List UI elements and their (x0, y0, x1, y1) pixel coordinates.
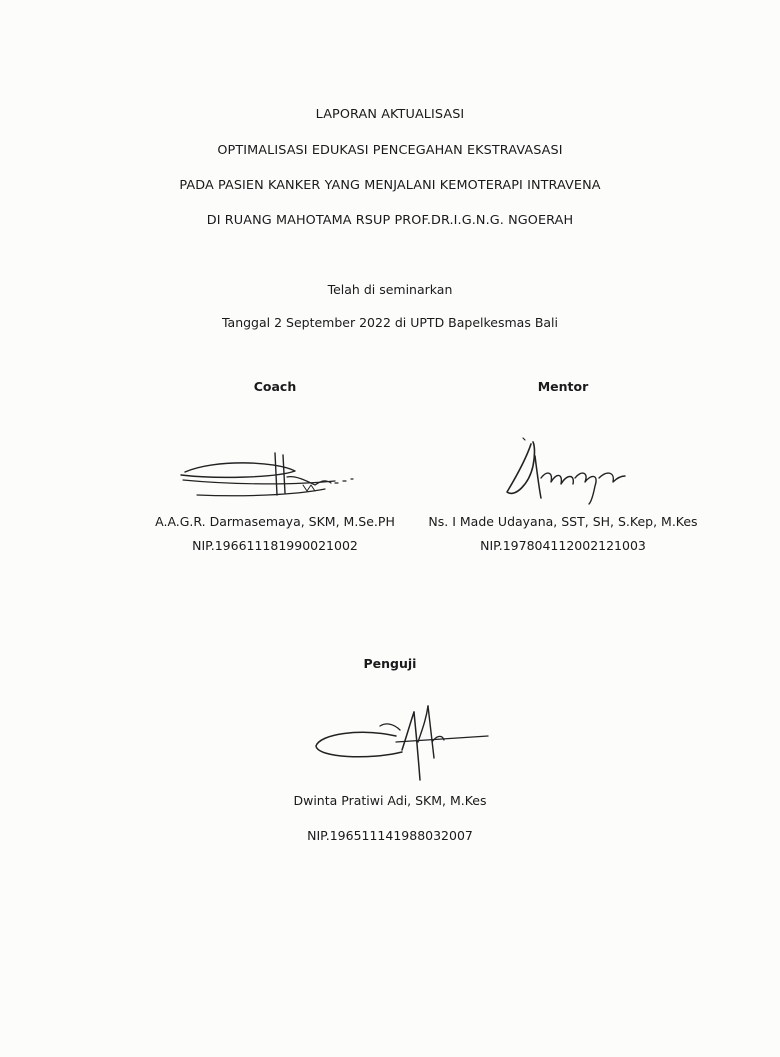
coach-name: A.A.G.R. Darmasemaya, SKM, M.Se.PH (155, 514, 395, 529)
examiner-nip: NIP.196511141988032007 (307, 828, 473, 843)
report-title-line-4: DI RUANG MAHOTAMA RSUP PROF.DR.I.G.N.G. NGOERAH (206, 213, 574, 228)
examiner-name: Dwinta Pratiwi Adi, SKM, M.Kes (293, 793, 487, 808)
coach-role-label: Coach (253, 379, 297, 394)
mentor-name: Ns. I Made Udayana, SST, SH, S.Kep, M.Kes (428, 514, 698, 529)
coach-nip: NIP.196611181990021002 (192, 538, 358, 553)
report-title-line-2: OPTIMALISASI EDUKASI PENCEGAHAN EKSTRAVASASI (217, 143, 563, 158)
report-title-line-1: LAPORAN AKTUALISASI (315, 107, 465, 122)
coach-signature (175, 445, 365, 505)
mentor-nip: NIP.197804112002121003 (480, 538, 646, 553)
report-title-line-3: PADA PASIEN KANKER YANG MENJALANI KEMOTERAPI INTRAVENA (179, 178, 601, 193)
seminar-date: Tanggal 2 September 2022 di UPTD Bapelkesmas Bali (221, 315, 559, 330)
mentor-signature (495, 432, 630, 507)
seminar-note: Telah di seminarkan (327, 282, 453, 297)
examiner-signature (310, 702, 495, 787)
mentor-role-label: Mentor (537, 379, 589, 394)
examiner-role-label: Penguji (363, 656, 417, 671)
